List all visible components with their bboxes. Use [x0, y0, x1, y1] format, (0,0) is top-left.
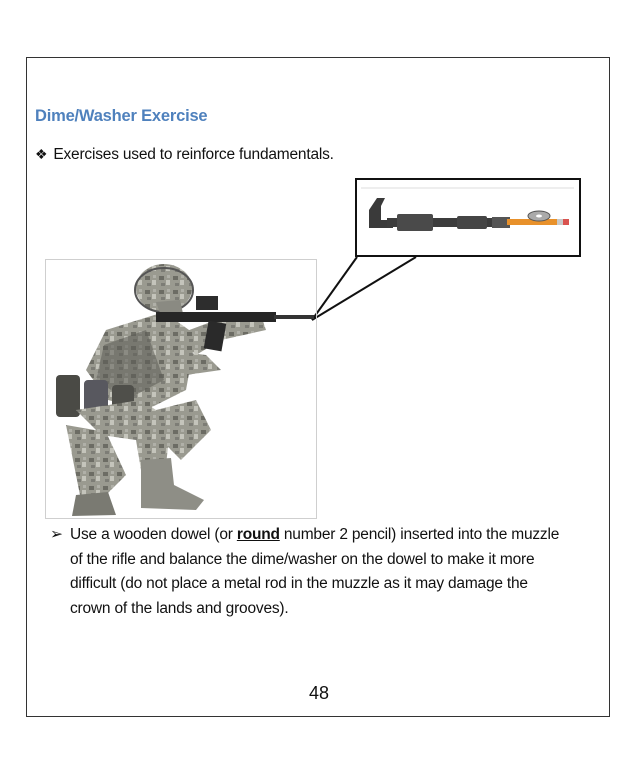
- instruction-line-2: of the rifle and balance the dime/washer on the dowel to make it more: [70, 550, 535, 568]
- page-number: 48: [308, 683, 330, 703]
- callout-line-top: [312, 257, 357, 320]
- section-heading: Dime/Washer Exercise: [35, 107, 208, 125]
- diamond-bullet-icon: ❖: [35, 146, 48, 162]
- instruction-line-3: difficult (do not place a metal rod in the muzzle as it may damage the: [70, 575, 528, 592]
- bullet-fundamentals-text: Exercises used to reinforce fundamentals.: [53, 146, 334, 163]
- instruction-line-4: crown of the lands and grooves).: [70, 599, 289, 617]
- soldier-aiming-rifle-image: [46, 260, 318, 520]
- callout-line-bottom: [312, 257, 416, 320]
- instruction-line-1-end: number 2 pencil) inserted into the muzzle: [279, 526, 560, 543]
- instruction-line-1: [50, 523, 590, 548]
- instruction-line-1-start: Use a wooden dowel (or: [70, 526, 237, 543]
- soldier-photo: [45, 259, 317, 519]
- callout-inset: [355, 178, 581, 257]
- instruction-emphasis-round: round: [236, 526, 280, 543]
- rifle-barrel-pencil-image: [357, 180, 578, 254]
- bullet-dowel-instructions: [50, 523, 590, 621]
- arrow-bullet-icon: ➢: [50, 526, 63, 543]
